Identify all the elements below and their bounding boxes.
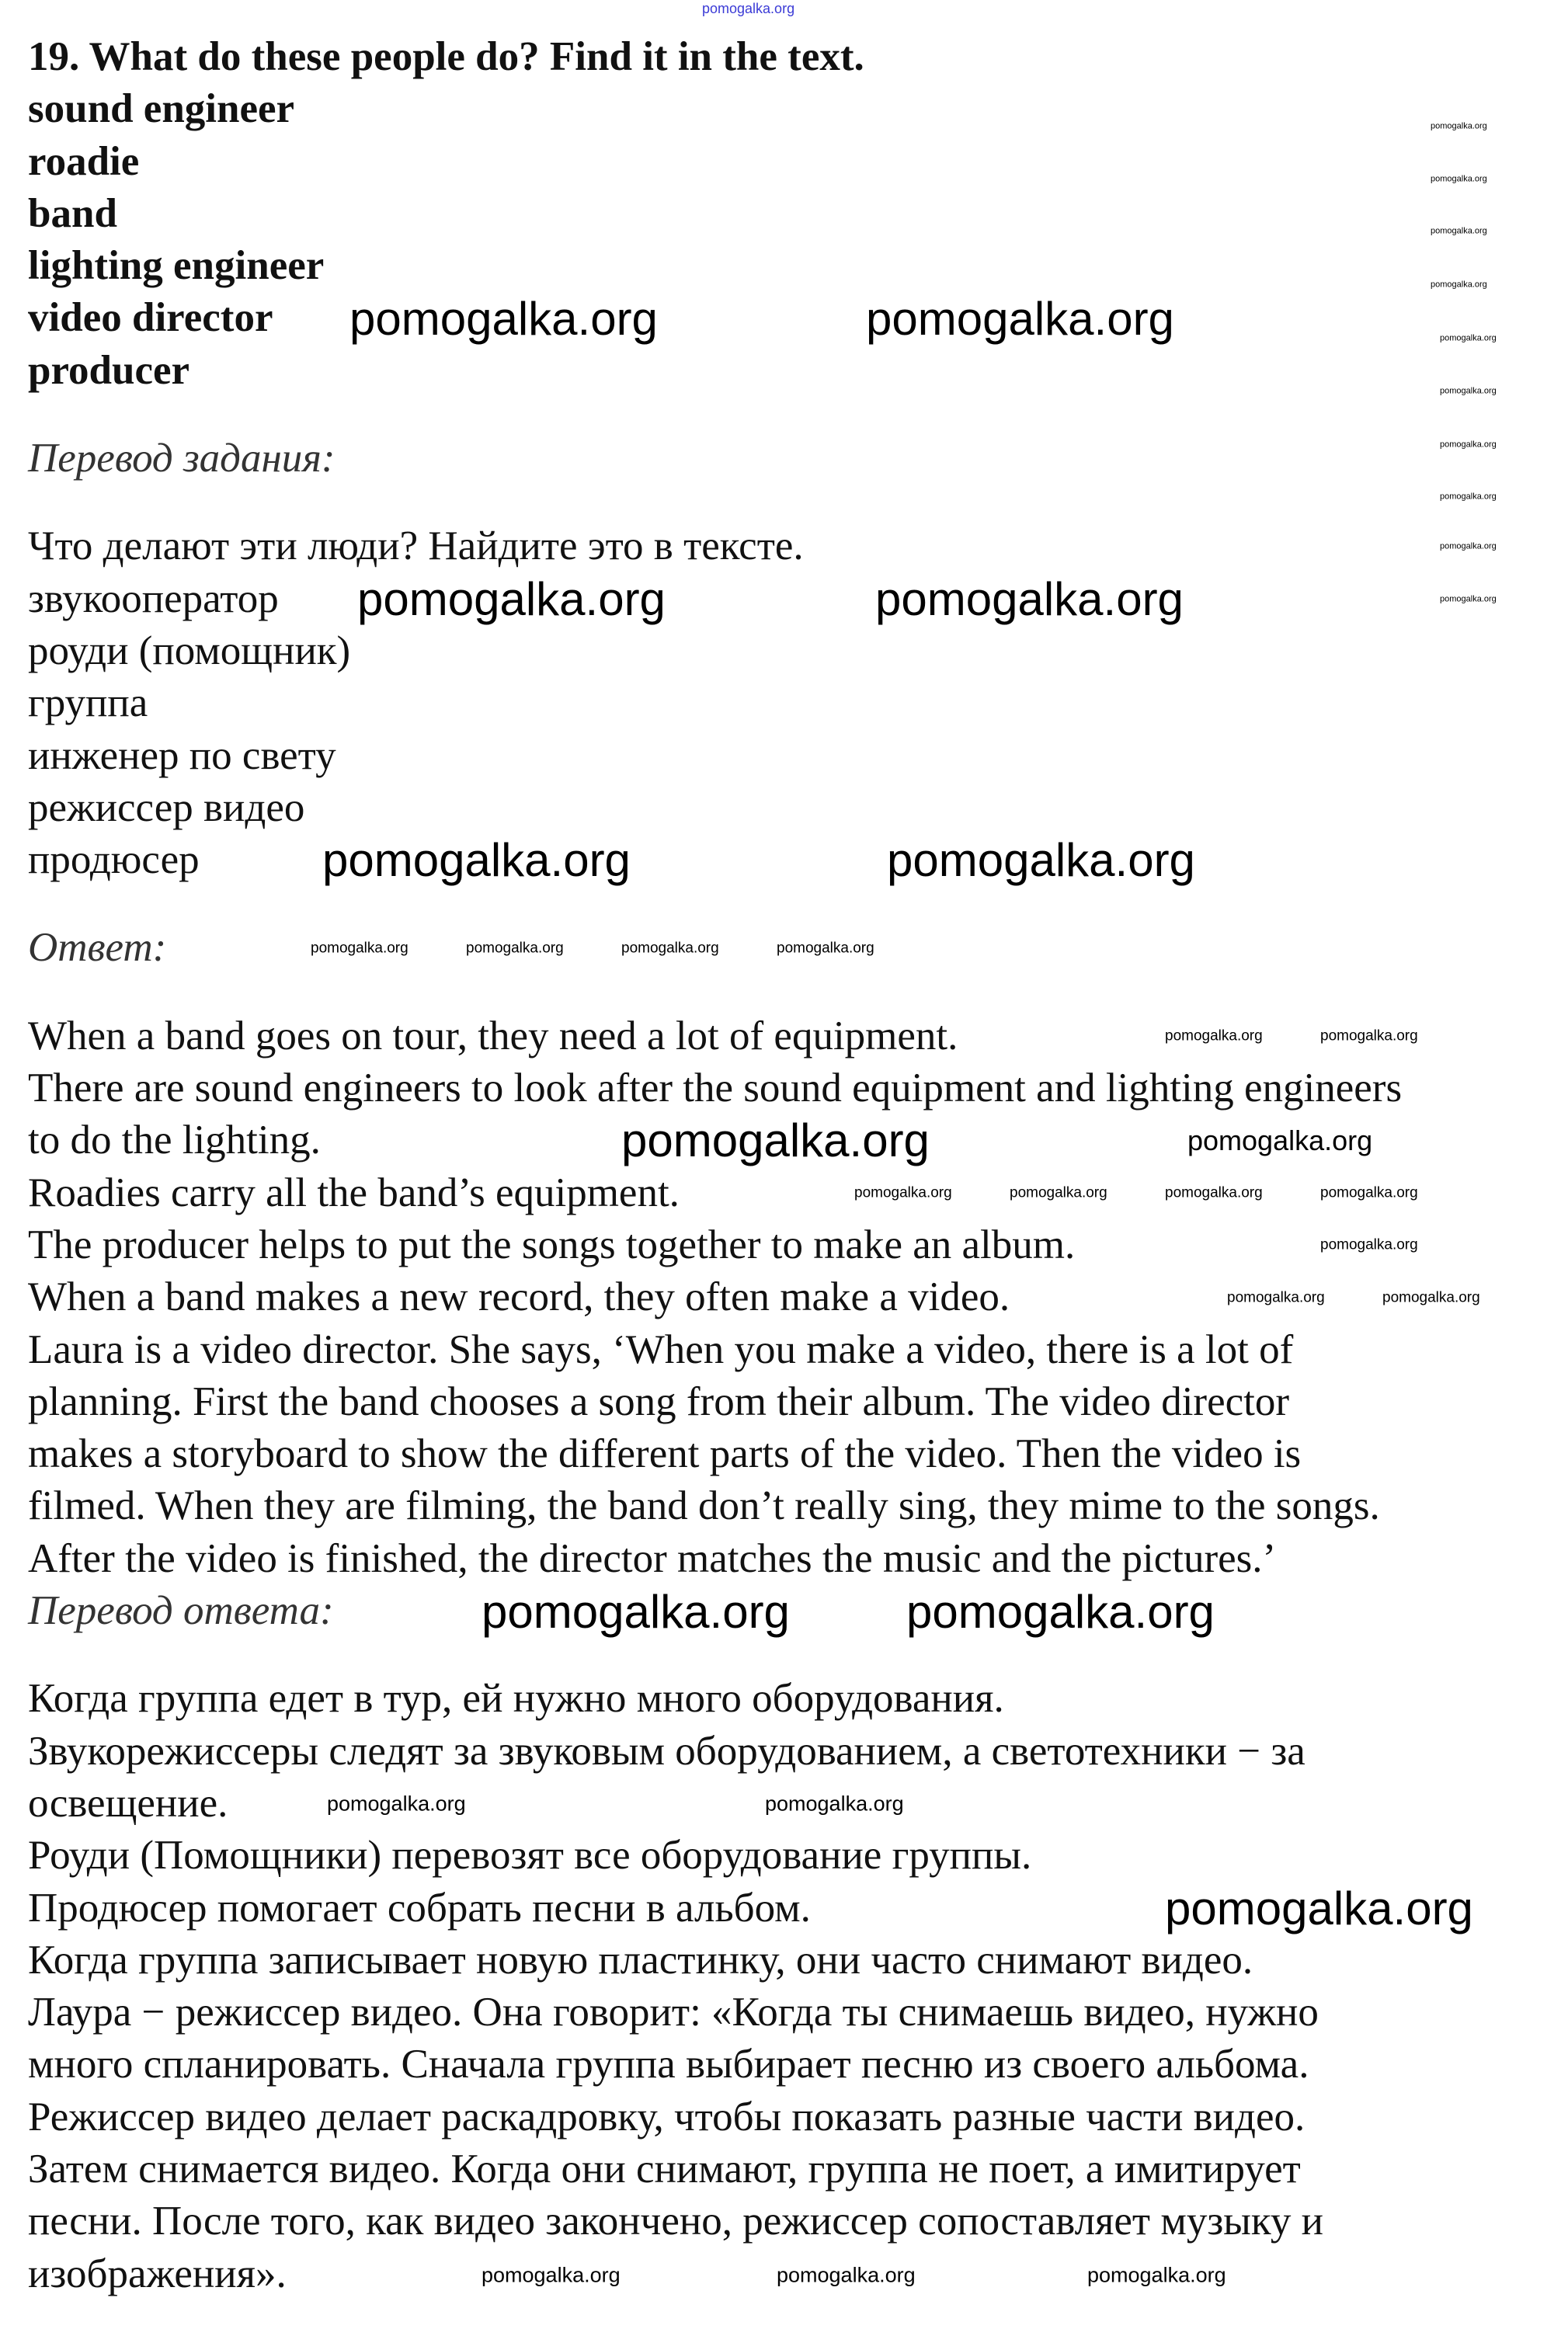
answer-translation-line: Роуди (Помощники) перевозят все оборудование группы. <box>28 1833 1032 1879</box>
watermark: pomogalka.org <box>1010 1184 1107 1201</box>
answer-line: planning. First the band chooses a song from their album. The video director <box>28 1378 1290 1424</box>
answer-translation-line: освещение. <box>28 1780 228 1826</box>
watermark: pomogalka.org <box>777 2263 916 2287</box>
task-title: 19. What do these people do? Find it in the text. <box>28 34 864 79</box>
watermark: pomogalka.org <box>1382 1289 1480 1306</box>
watermark: pomogalka.org <box>1187 1125 1373 1156</box>
watermark: pomogalka.org <box>357 573 666 625</box>
watermark: pomogalka.org <box>1165 1882 1473 1934</box>
answer-line: Roadies carry all the band’s equipment. <box>28 1170 680 1215</box>
answer-translation-line: Когда группа записывает новую пластинку, они часто снимают видео. <box>28 1937 1253 1983</box>
watermark: pomogalka.org <box>875 573 1184 625</box>
watermark: pomogalka.org <box>1320 1184 1418 1201</box>
watermark: pomogalka.org <box>349 293 658 345</box>
translation-line: инженер по свету <box>28 732 336 778</box>
watermark: pomogalka.org <box>1431 226 1487 236</box>
watermark: pomogalka.org <box>765 1792 904 1816</box>
answer-translation-line: изображения». <box>28 2251 287 2296</box>
task-translation-heading: Перевод задания: <box>28 436 336 481</box>
watermark: pomogalka.org <box>1440 333 1497 343</box>
watermark: pomogalka.org <box>1440 492 1497 502</box>
watermark: pomogalka.org <box>1431 121 1487 131</box>
watermark: pomogalka.org <box>1431 174 1487 184</box>
watermark: pomogalka.org <box>1431 280 1487 290</box>
watermark: pomogalka.org <box>1440 440 1497 450</box>
answer-translation-line: Продюсер помогает собрать песни в альбом. <box>28 1885 811 1931</box>
answer-translation-line: Звукорежиссеры следят за звуковым оборудованием, а светотехники − за <box>28 1728 1306 1774</box>
watermark: pomogalka.org <box>1440 386 1497 396</box>
answer-translation-line: песни. После того, как видео закончено, режиссер сопоставляет музыку и <box>28 2199 1324 2244</box>
answer-line: There are sound engineers to look after the sound equipment and lighting engineers <box>28 1065 1403 1111</box>
answer-line: When a band makes a new record, they often make a video. <box>28 1274 1010 1320</box>
watermark: pomogalka.org <box>311 940 409 957</box>
watermark: pomogalka.org <box>777 940 874 957</box>
watermark: pomogalka.org <box>854 1184 952 1201</box>
translation-line: режиссер видео <box>28 784 305 830</box>
answer-translation-line: Когда группа едет в тур, ей нужно много оборудования. <box>28 1676 1004 1722</box>
watermark: pomogalka.org <box>482 1586 790 1638</box>
watermark: pomogalka.org <box>1165 1027 1263 1045</box>
translation-line: Что делают эти люди? Найдите это в тексте. <box>28 523 804 569</box>
task-word: lighting engineer <box>28 243 325 289</box>
watermark: pomogalka.org <box>1320 1027 1418 1045</box>
task-word: sound engineer <box>28 86 295 132</box>
answer-line: After the video is finished, the director matches the music and the pictures.’ <box>28 1535 1277 1581</box>
translation-line: роуди (помощник) <box>28 627 351 673</box>
task-word: producer <box>28 347 190 393</box>
answer-translation-line: Режиссер видео делает раскадровку, чтобы показать разные части видео. <box>28 2094 1306 2140</box>
translation-line: группа <box>28 680 148 726</box>
answer-line: The producer helps to put the songs together to make an album. <box>28 1222 1076 1267</box>
watermark: pomogalka.org <box>466 940 564 957</box>
watermark: pomogalka.org <box>1165 1184 1263 1201</box>
answer-line: When a band goes on tour, they need a lot of equipment. <box>28 1013 958 1058</box>
watermark: pomogalka.org <box>1087 2263 1226 2287</box>
translation-line: продюсер <box>28 837 200 883</box>
watermark-top[interactable]: pomogalka.org <box>702 1 795 16</box>
answer-line: Laura is a video director. She says, ‘When you make a video, there is a lot of <box>28 1326 1294 1372</box>
task-word: video director <box>28 295 273 341</box>
watermark: pomogalka.org <box>621 940 719 957</box>
watermark: pomogalka.org <box>322 834 631 886</box>
watermark: pomogalka.org <box>866 293 1174 345</box>
answer-heading: Ответ: <box>28 925 167 971</box>
watermark: pomogalka.org <box>1440 594 1497 604</box>
answer-translation-line: много спланировать. Сначала группа выбирает песню из своего альбома. <box>28 2042 1309 2087</box>
answer-translation-heading: Перевод ответа: <box>28 1588 334 1634</box>
watermark: pomogalka.org <box>1227 1289 1325 1306</box>
answer-translation-line: Затем снимается видео. Когда они снимают, группа не поет, а имитирует <box>28 2146 1301 2192</box>
watermark: pomogalka.org <box>482 2263 621 2287</box>
task-word: band <box>28 190 117 236</box>
watermark: pomogalka.org <box>327 1792 466 1816</box>
answer-line: makes a storyboard to show the different parts of the video. Then the video is <box>28 1431 1302 1477</box>
task-word: roadie <box>28 138 140 184</box>
watermark: pomogalka.org <box>1440 541 1497 551</box>
watermark: pomogalka.org <box>621 1114 930 1166</box>
answer-line: filmed. When they are filming, the band don’t really sing, they mime to the songs. <box>28 1483 1380 1529</box>
translation-line: звукооператор <box>28 575 279 621</box>
answer-translation-line: Лаура − режиссер видео. Она говорит: «Когда ты снимаешь видео, нужно <box>28 1990 1319 2035</box>
watermark: pomogalka.org <box>887 834 1195 886</box>
answer-line: to do the lighting. <box>28 1118 321 1163</box>
watermark: pomogalka.org <box>906 1586 1215 1638</box>
watermark: pomogalka.org <box>1320 1236 1418 1253</box>
